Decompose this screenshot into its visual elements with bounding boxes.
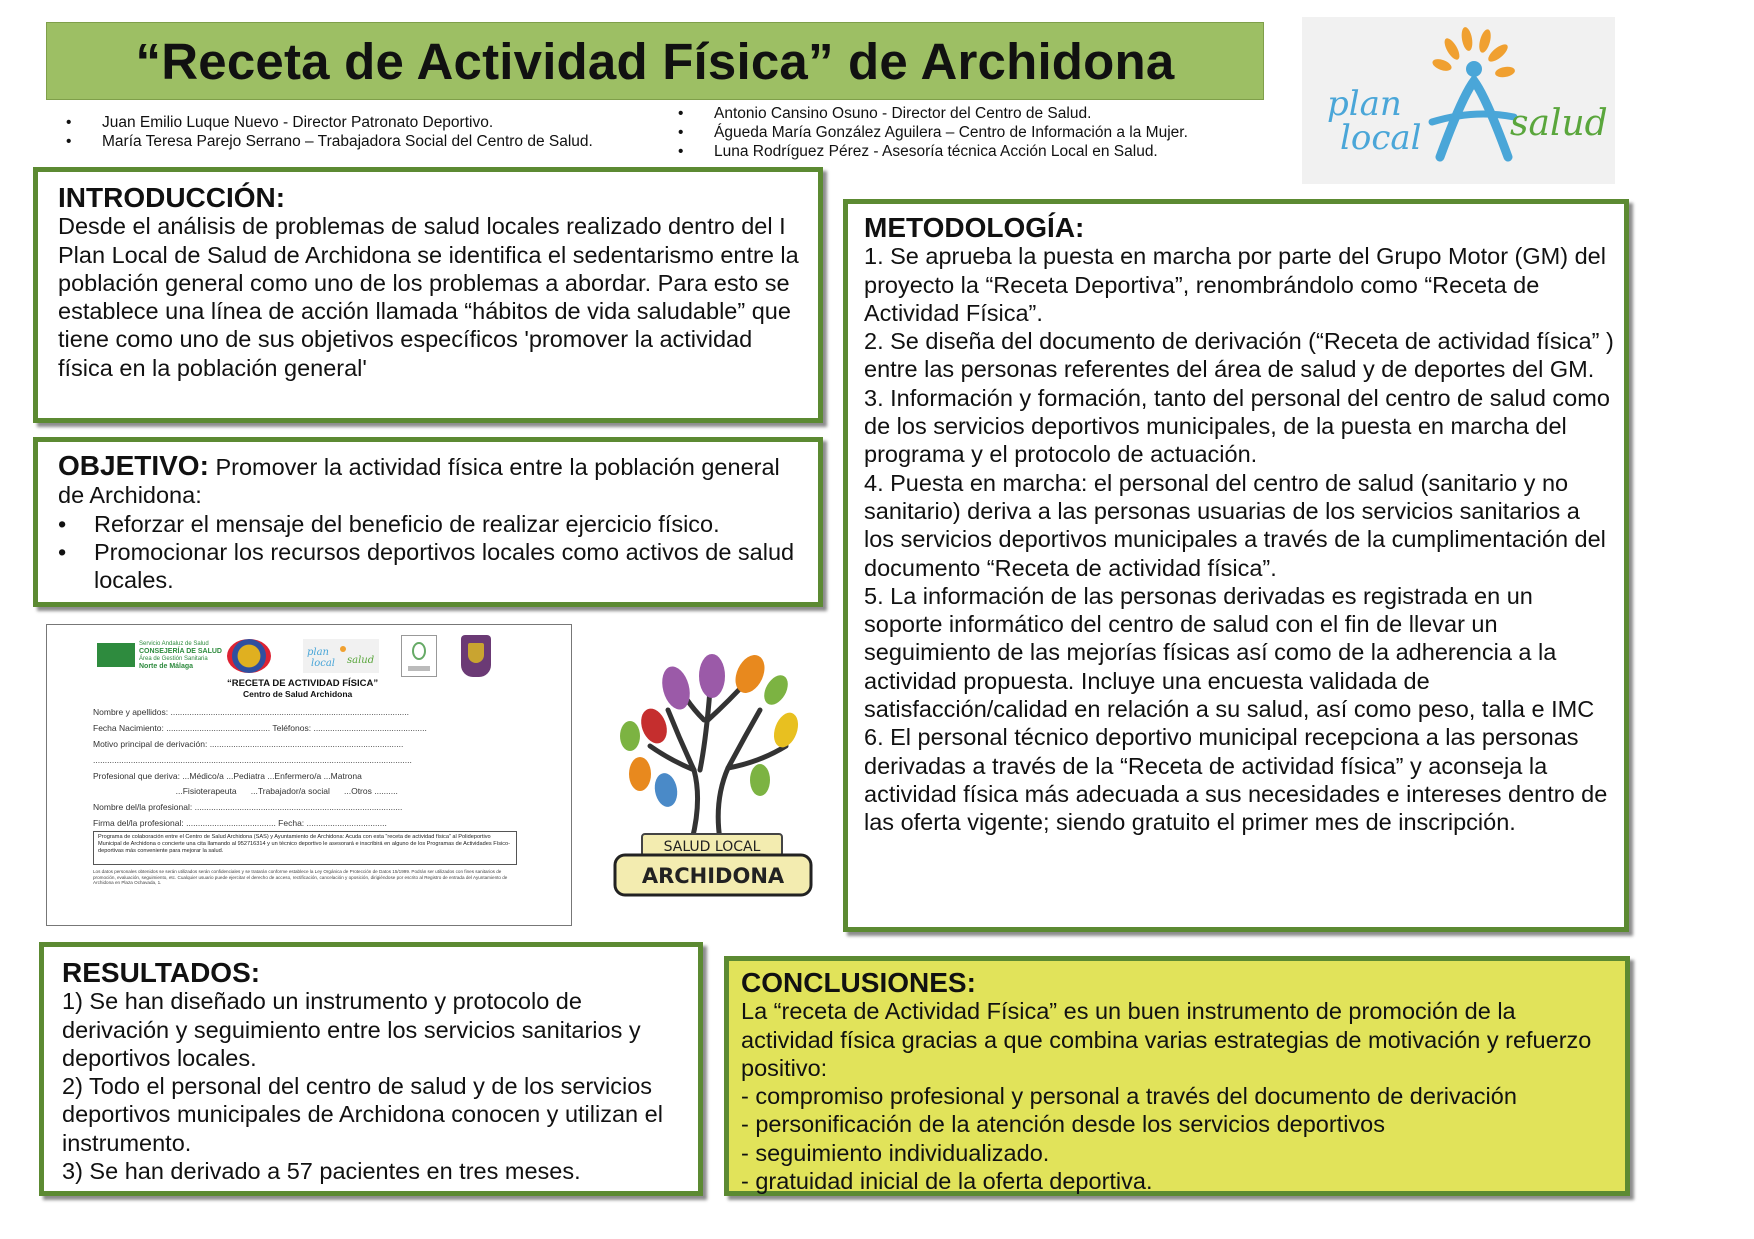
conclusiones-item: - gratuidad inicial de la oferta deportiva. bbox=[741, 1168, 1153, 1195]
resultados-heading: RESULTADOS: bbox=[62, 957, 261, 988]
small-logo-word-local: local bbox=[311, 658, 335, 669]
form-field: Nombre y apellidos: ..................................................................................................... bbox=[93, 707, 409, 717]
figure-arms-icon bbox=[1432, 114, 1514, 122]
objetivo-heading: OBJETIVO: bbox=[58, 450, 209, 481]
author-item: • Juan Emilio Luque Nuevo - Director Patronato Deportivo. bbox=[48, 113, 593, 132]
metodologia-heading: METODOLOGÍA: bbox=[864, 212, 1085, 243]
small-logo-word-salud: salud bbox=[347, 655, 375, 666]
form-title: “RECETA DE ACTIVIDAD FÍSICA” bbox=[227, 678, 379, 689]
logo-ribbon-text: SALUD LOCAL bbox=[663, 839, 761, 855]
form-field: Motivo principal de derivación: .................................................................................. bbox=[93, 739, 404, 749]
form-org-line: Norte de Málaga bbox=[139, 663, 194, 670]
receta-form-image bbox=[46, 624, 572, 926]
logo-word-local: local bbox=[1340, 118, 1422, 158]
metodologia-item: 2. Se diseña del documento de derivación (“Receta de actividad física” ) entre las personas referentes del área de salud y de deportes del GM. bbox=[864, 328, 1614, 383]
introduccion-heading: INTRODUCCIÓN: bbox=[58, 182, 286, 213]
conclusiones-text: La “receta de Actividad Física” es un buen instrumento de promoción de la actividad física gracias a que combina varias estrategias de motivación y refuerzo positivo: bbox=[741, 998, 1592, 1081]
conclusiones-heading: CONCLUSIONES: bbox=[741, 967, 976, 998]
introduccion-text: Desde el análisis de problemas de salud locales realizado dentro del I Plan Local de Salud de Archidona se identifica el sedentarismo entre la población general como uno de los problemas a abordar. Para esto se establece una línea de acción llamada “hábitos de vida saludable” que tiene como uno de sus objetivos específicos 'promover la actividad física en la población general' bbox=[58, 213, 799, 381]
form-subtitle: Centro de Salud Archidona bbox=[243, 689, 353, 699]
salud-local-archidona-logo bbox=[610, 650, 816, 900]
conclusiones-section bbox=[724, 956, 1630, 1196]
metodologia-item: 5. La información de las personas derivadas es registrada en un soporte informático del centro de salud con el fin de llevar un seguimiento de las mejorías físicas así como de la adherencia a la actividad propuesta. Incluye una encuesta validada de satisfacción/calidad en relación a su salud, así como peso, talla e IMC bbox=[864, 582, 1595, 723]
plan-local-salud-small-logo-icon bbox=[303, 639, 379, 673]
authors-left bbox=[48, 113, 593, 151]
form-info-box: Programa de colaboración entre el Centro de Salud Archidona (SAS) y Ayuntamiento de Archidona: Acuda con esta “receta de actividad física” al Polideportivo Municipal de Archidona o concierte una cita llamando al 952716314 y un técnico deportivo le asesorará e inscribirá en alguno de los Programas de Actividades Físico-deportivas más conveniente para mejorar la salud. bbox=[93, 831, 517, 865]
form-org-line: Servicio Andaluz de Salud bbox=[139, 641, 209, 647]
archidona-coat-of-arms-icon bbox=[461, 635, 491, 677]
form-org-line: CONSEJERÍA DE SALUD bbox=[139, 648, 222, 655]
form-field: ....................................................................................................................................... bbox=[93, 755, 412, 765]
author-item: • Luna Rodríguez Pérez - Asesoría técnica Acción Local en Salud. bbox=[660, 142, 1188, 161]
conclusiones-item: - personificación de la atención desde los servicios deportivos bbox=[741, 1111, 1385, 1138]
logo-plaque-text: ARCHIDONA bbox=[641, 864, 785, 888]
metodologia-item: 1. Se aprueba la puesta en marcha por parte del Grupo Motor (GM) del proyecto la “Receta Deportiva”, renombrándolo como “Receta de Actividad Física”. bbox=[864, 243, 1606, 326]
title-banner bbox=[46, 22, 1264, 100]
form-field: ...Fisioterapeuta ...Trabajador/a social ...Otros .......... bbox=[93, 786, 398, 796]
patronato-deportivo-logo-icon bbox=[227, 639, 271, 673]
author-item: • María Teresa Parejo Serrano – Trabajadora Social del Centro de Salud. bbox=[48, 132, 593, 151]
metodologia-item: 4. Puesta en marcha: el personal del centro de salud (sanitario y no sanitario) deriva a las personas usuarias de los servicios sanitarios a los servicios deportivos municipales a través de la cumplimentación del documento “Receta de actividad física”. bbox=[864, 469, 1606, 581]
authors-right bbox=[660, 104, 1188, 161]
salud-local-small-logo-icon bbox=[401, 635, 437, 677]
author-item: • Antonio Cansino Osuno - Director del Centro de Salud. bbox=[660, 104, 1188, 123]
conclusiones-item: - seguimiento individualizado. bbox=[741, 1139, 1050, 1166]
objetivo-bullet: • Reforzar el mensaje del beneficio de realizar ejercicio físico. bbox=[58, 510, 804, 538]
resultados-item: 1) Se han diseñado un instrumento y protocolo de derivación y seguimiento entre los servicios sanitarios y deportivos locales. bbox=[62, 988, 641, 1071]
objetivo-bullet: • Promocionar los recursos deportivos locales como activos de salud locales. bbox=[58, 538, 804, 595]
metodologia-item: 3. Información y formación, tanto del personal del centro de salud como de los servicios deportivos municipales, de la puesta en marcha del programa y el protocolo de actuación. bbox=[864, 384, 1610, 468]
logo-word-salud: salud bbox=[1510, 103, 1608, 144]
resultados-item: 2) Todo el personal del centro de salud y de los servicios deportivos municipales de Archidona conocen y utilizan el instrumento. bbox=[62, 1073, 663, 1156]
logo-word-plan: plan bbox=[1327, 84, 1402, 124]
metodologia-section bbox=[843, 199, 1629, 932]
tree-leaves-icon bbox=[620, 650, 802, 808]
metodologia-item: 6. El personal técnico deportivo municipal recepciona a las personas derivadas a través de la “Receta de actividad física” y aconseja la actividad física más adecuada a sus necesidades e intereses dentro de las oferta vigente; siendo gratuito el primer mes de inscripción. bbox=[864, 724, 1608, 836]
objetivo-section bbox=[33, 437, 823, 607]
form-footnote: Los datos personales obtenidos se serán utilizados serán confidenciales y se tratarán conforme establece la Ley Orgánica de Protección de Datos 15/1999. Podrán ser utilizados con fines sanitarios de promoción, evaluación, seguimiento, etc. Cualquier usuario puede ejercitar el derecho de acceso, rectificación, cancelación y oposición, dirigiéndose por escrito al Registro de entrada del Ayuntamiento de Archidona en Plaza Ochavada, 1. bbox=[93, 869, 508, 886]
form-field: Fecha Nacimiento: ............................................ Teléfonos: ................................................ bbox=[93, 723, 427, 733]
small-logo-word-plan: plan bbox=[307, 647, 330, 658]
junta-andalucia-logo-icon bbox=[97, 643, 135, 667]
plan-local-salud-logo bbox=[1302, 17, 1615, 184]
conclusiones-item: - compromiso profesional y personal a través del documento de derivación bbox=[741, 1083, 1517, 1110]
form-field: Profesional que deriva: ...Médico/a ...Pediatra ...Enfermero/a ...Matrona bbox=[93, 771, 362, 781]
resultados-section bbox=[39, 942, 703, 1196]
resultados-item: 3) Se han derivado a 57 pacientes en tres meses. bbox=[62, 1158, 581, 1185]
page-title: “Receta de Actividad Física” de Archidona bbox=[135, 32, 1175, 90]
form-field: Nombre del/la profesional: ........................................................................................ bbox=[93, 802, 403, 812]
plan-local-salud-logo-graphic bbox=[1302, 17, 1615, 184]
author-item: • Águeda María González Aguilera – Centro de Información a la Mujer. bbox=[660, 123, 1188, 142]
form-org-line: Área de Gestión Sanitaria bbox=[139, 656, 208, 662]
objetivo-text: Promover la actividad física entre la población general de Archidona: bbox=[58, 454, 780, 509]
form-field: Firma del/la profesional: ...................................... Fecha: .................................. bbox=[93, 818, 387, 828]
introduccion-section bbox=[33, 167, 823, 423]
